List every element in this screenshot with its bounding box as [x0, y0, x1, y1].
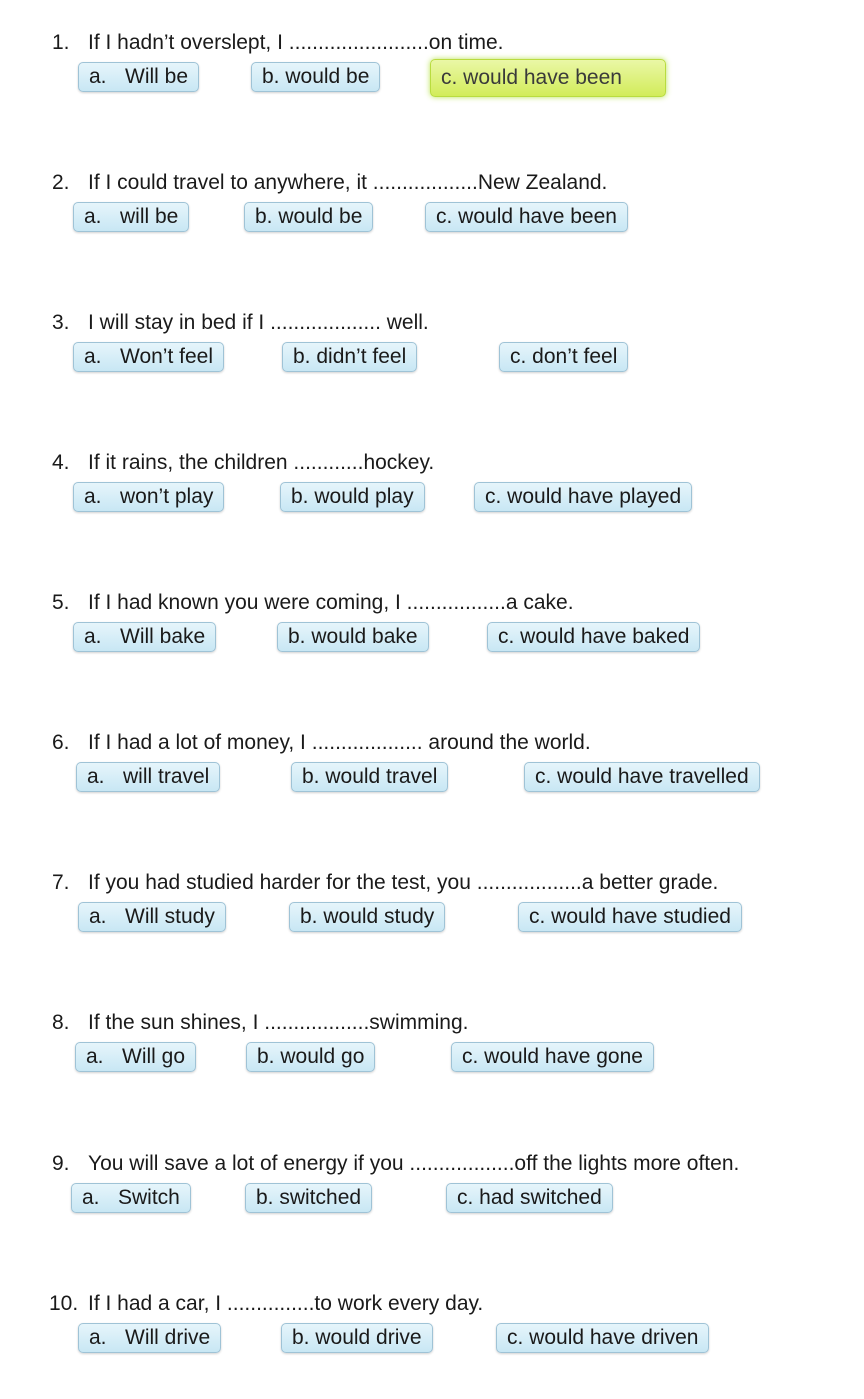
option-c[interactable]	[474, 482, 692, 512]
question-text: If it rains, the children ............hockey.	[88, 451, 435, 474]
question-3	[0, 310, 864, 410]
question-text: If the sun shines, I ..................swimming.	[88, 1011, 469, 1034]
option-label: Will study	[125, 905, 215, 928]
question-prompt	[49, 1291, 483, 1317]
option-label: b. would travel	[302, 765, 438, 788]
question-text: If I hadn’t overslept, I ........................on time.	[88, 31, 504, 54]
question-text: If you had studied harder for the test, you ..................a better grade.	[88, 871, 719, 894]
option-b[interactable]	[291, 762, 448, 792]
question-2	[0, 170, 864, 270]
option-b[interactable]	[277, 622, 429, 652]
option-label: c. don’t feel	[510, 345, 618, 368]
option-letter: a.	[84, 345, 102, 368]
option-a[interactable]	[73, 202, 189, 232]
question-7	[0, 870, 864, 970]
option-letter: a.	[82, 1186, 100, 1209]
option-b[interactable]	[245, 1183, 372, 1213]
option-label: b. would bake	[288, 625, 418, 648]
question-prompt	[52, 30, 504, 56]
option-b[interactable]	[282, 342, 417, 372]
question-number: 4.	[52, 451, 70, 474]
option-a[interactable]	[78, 902, 226, 932]
option-label: won’t play	[120, 485, 214, 508]
option-label: b. would drive	[292, 1326, 422, 1349]
option-label: will travel	[123, 765, 210, 788]
option-label: b. would go	[257, 1045, 365, 1068]
question-number: 3.	[52, 311, 70, 334]
option-a[interactable]	[78, 62, 199, 92]
option-c[interactable]	[499, 342, 628, 372]
option-a[interactable]	[73, 622, 216, 652]
option-c[interactable]	[487, 622, 700, 652]
option-c[interactable]	[446, 1183, 613, 1213]
option-b[interactable]	[251, 62, 380, 92]
option-letter: a.	[84, 485, 102, 508]
question-prompt	[52, 450, 434, 476]
option-c[interactable]	[518, 902, 742, 932]
option-a[interactable]	[78, 1323, 221, 1353]
question-text: You will save a lot of energy if you ..................off the lights more often.	[88, 1152, 740, 1175]
option-letter: a.	[89, 1326, 107, 1349]
option-b[interactable]	[281, 1323, 433, 1353]
option-label: b. switched	[256, 1186, 362, 1209]
question-prompt	[52, 590, 574, 616]
option-b[interactable]	[244, 202, 373, 232]
option-a[interactable]	[71, 1183, 191, 1213]
option-label: c. would have been	[436, 205, 617, 228]
question-8	[0, 1010, 864, 1110]
option-label: c. would have been	[441, 66, 622, 89]
question-text: If I had a car, I ...............to work every day.	[88, 1292, 484, 1315]
option-label: c. would have travelled	[535, 765, 749, 788]
question-text: If I had a lot of money, I ................... around the world.	[88, 731, 591, 754]
option-c[interactable]	[496, 1323, 709, 1353]
option-c[interactable]	[524, 762, 760, 792]
option-letter: a.	[84, 625, 102, 648]
option-label: Will drive	[125, 1326, 211, 1349]
question-4	[0, 450, 864, 550]
question-number: 8.	[52, 1011, 70, 1034]
question-text: If I had known you were coming, I .................a cake.	[88, 591, 574, 614]
question-prompt	[52, 870, 718, 896]
option-b[interactable]	[280, 482, 425, 512]
question-number: 2.	[52, 171, 70, 194]
option-label: b. would be	[262, 65, 370, 88]
question-10	[0, 1291, 864, 1391]
question-number: 6.	[52, 731, 70, 754]
option-letter: a.	[89, 65, 107, 88]
question-number: 1.	[52, 31, 70, 54]
option-letter: a.	[87, 765, 105, 788]
option-b[interactable]	[246, 1042, 375, 1072]
question-prompt	[52, 730, 591, 756]
option-b[interactable]	[289, 902, 445, 932]
question-9	[0, 1151, 864, 1251]
option-label: Will bake	[120, 625, 206, 648]
option-label: Will be	[125, 65, 189, 88]
option-label: Will go	[122, 1045, 186, 1068]
option-c[interactable]	[451, 1042, 654, 1072]
question-text: I will stay in bed if I ................... well.	[88, 311, 429, 334]
question-5	[0, 590, 864, 690]
option-label: c. would have gone	[462, 1045, 643, 1068]
option-letter: a.	[84, 205, 102, 228]
option-label: c. would have driven	[507, 1326, 699, 1349]
option-label: c. would have baked	[498, 625, 690, 648]
option-label: Won’t feel	[120, 345, 213, 368]
option-a[interactable]	[76, 762, 220, 792]
question-number: 9.	[52, 1152, 70, 1175]
option-label: c. would have played	[485, 485, 682, 508]
question-number: 5.	[52, 591, 70, 614]
option-a[interactable]	[73, 482, 224, 512]
question-prompt	[52, 1010, 468, 1036]
option-label: c. had switched	[457, 1186, 602, 1209]
option-label: will be	[120, 205, 179, 228]
option-label: b. would study	[300, 905, 435, 928]
question-prompt	[52, 170, 607, 196]
option-label: b. would be	[255, 205, 363, 228]
question-number: 7.	[52, 871, 70, 894]
option-a[interactable]	[73, 342, 224, 372]
question-prompt	[52, 310, 429, 336]
option-label: c. would have studied	[529, 905, 731, 928]
question-prompt	[52, 1151, 739, 1177]
option-a[interactable]	[75, 1042, 196, 1072]
option-c[interactable]	[425, 202, 628, 232]
option-letter: a.	[89, 905, 107, 928]
option-label: Switch	[118, 1186, 180, 1209]
question-text: If I could travel to anywhere, it ..................New Zealand.	[88, 171, 608, 194]
option-c-selected[interactable]	[430, 59, 666, 97]
question-number: 10.	[49, 1292, 79, 1315]
option-letter: a.	[86, 1045, 104, 1068]
option-label: b. would play	[291, 485, 414, 508]
question-6	[0, 730, 864, 830]
option-label: b. didn’t feel	[293, 345, 407, 368]
question-1	[0, 30, 864, 130]
